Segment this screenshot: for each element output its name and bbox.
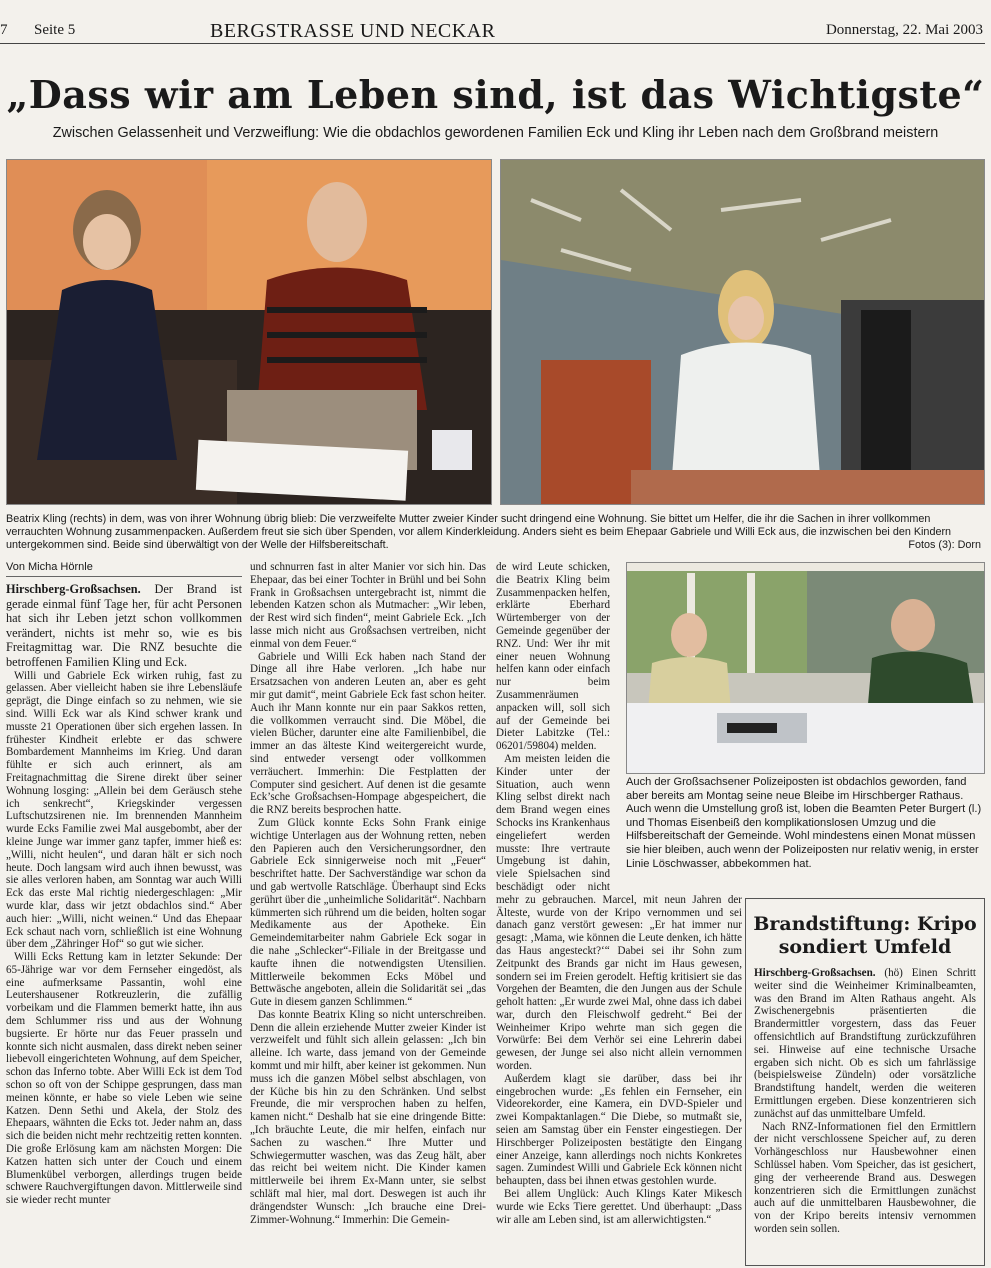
sidebar-paragraph: Einen Schritt weiter sind die Weinheimer Kriminalbeamten, was den Brand im Alten Rathaus angeht. Als Zwischenergebnis präsentierten die Brandermittler vorgestern, dass das Feuer offensichtlich auf Brandstiftung zurückzuführen sei. Hinweise auf eine technische Ursache ergaben sich nicht. Ob es sich um fahrlässige (beispielsweise Zündeln) oder vorsätzliche Brandstiftung handelt, werden die weiteren Ermittlungen ergeben. Diese konzentrieren sich zunächst auf das unmittelbare Umfeld.: [754, 967, 976, 1120]
photo-beatrix-kling: [500, 159, 985, 505]
caption-main: Beatrix Kling (rechts) in dem, was von ihrer Wohnung übrig blieb: Die verzweifelte Mutter zweier Kinder sucht dringend eine Wohnung. Sie bittet um Helfer, die ihr die Sachen in ihrer vollkommen verrauchten Wohnung zusammenpacken. Außerdem freut sie sich über Spenden, vor allem Kinderkleidung. Anders sieht es beim Ehepaar Gabriele und Willi Eck aus, die inzwischen bei den Kindern untergekommen sind. Beide sind überwältigt von der Welle der Hilfsbereitschaft.: [6, 513, 952, 551]
photo-police-post: [626, 562, 985, 774]
page-fragment: 7: [0, 22, 8, 38]
article-column-1: [6, 582, 242, 1264]
sidebar-box: [745, 898, 985, 1266]
headline: „Dass wir am Leben sind, ist das Wichtigste“: [6, 72, 985, 117]
paragraph: Am meisten leiden die Kinder unter der Situation, auch wenn Kling selbst direkt nach dem Brand wegen eines Schocks ins Krankenhaus eingeliefert werden musste: Ihre vertraute Umgebung ist dahin, viele Spielsachen sind beschädigt oder nicht mehr zu gebrauchen. Marcel, mit neun Jahren der Älteste, wurde von der Kripo vernommen und sei danach ganz verstört gewesen: „Er hat immer nur gesagt: ‚Mama, wie können die Leute denken, ich hätte das Haus angesteckt?‘“ Dabei sei ihr Sohn zum Zeitpunkt des Brands gar nicht im Haus gewesen, sondern sei im Freien gerodelt. Heftig kritisiert sie das Vorgehen der Beamten, die den Jungen aus der Schule geholt hatten: „Er wurde zwei Mal, ohne dass ich dabei war, durch den Fleischwolf gedreht.“ Bei der Weinheimer Kripo wehrte man sich gegen die Vorwürfe: Bei dem Verhör sei eine Lehrerin dabei gewesen, der Junge sei also nicht allein vernommen worden.: [496, 752, 742, 1073]
sidebar-title: Brandstiftung: Kripo sondiert Umfeld: [753, 913, 977, 958]
byline-rule: [6, 576, 242, 577]
photo-credit: Fotos (3): Dorn: [908, 539, 981, 551]
sidebar-paragraph: Nach RNZ-Informationen fiel den Ermittlern der nicht verschlossene Speicher auf, zu deren Vorhängeschloss nur Hausbewohner einen Schlüssel haben. Vom Speicher, das ist gesichert, ging der verheerende Brand aus. Deswegen konzentrieren sich die Ermittlungen zunächst auch auf die unmittelbaren Hausbewohner, die von der Kripo bereits intensiv vernommen worden sein sollen.: [754, 1120, 976, 1235]
dateline: Hirschberg-Großsachsen.: [6, 582, 141, 596]
header-rule: [0, 43, 985, 44]
section-title: BERGSTRASSE UND NECKAR: [210, 20, 496, 42]
sidebar-tag: (hö): [884, 967, 903, 979]
paragraph: Gabriele und Willi Eck haben nach Stand der Dinge all ihre Habe verloren. „Ich habe nur Ersatzsachen von anderen Leuten an, aber es geht mir gut damit“, meint Gabriele Eck fast schon heiter. Auch ihr Mann konnte nur ein paar Sakkos retten, die vollkommen verraucht sind. Die Möbel, die vielen Bücher, darunter eine alte Familienbibel, die immer an das älteste Kind weitergereicht wurde, sind entweder versengt oder vollkommen verräuchert. Immerhin: Die Festplatten der Computer sind gesichert. Auf denen ist die gesamte Eck’sche Großsachsen-Hompage abgespeichert, die die RNZ bereits besprochen hatte.: [250, 650, 486, 817]
caption-police: Auch der Großsachsener Polizeiposten ist obdachlos geworden, fand aber bereits am Montag seine neue Bleibe im Hirschberger Rathaus. Auch wenn die Umstellung groß ist, loben die Beamten Peter Burgert (l.) und Thomas Eisenbeiß den komplikationslosen Umzug und die Hilfsbereitschaft der Gemeinde. Wohl mindestens einen Monat müssen sie hier bleiben, auch wenn der Polizeiposten nur relativ wenig, in erster Linie Löschwasser, abbekommen hat.: [626, 776, 982, 870]
paragraph: Bei allem Unglück: Auch Klings Kater Mikesch wurde wie Ecks Tiere gerettet. Und überhaupt: „Dass wir alle am Leben sind, ist am allerwichtigsten.“: [496, 1188, 742, 1226]
photo-eck-couple: [6, 159, 492, 505]
date-line: Donnerstag, 22. Mai 2003: [825, 22, 983, 38]
subheadline: Zwischen Gelassenheit und Verzweiflung: Wie die obdachlos gewordenen Familien Eck und Kling ihr Leben nach dem Großbrand meistern: [52, 125, 939, 141]
sidebar-text: [746, 967, 984, 1267]
sidebar-dateline: Hirschberg-Großsachsen.: [754, 967, 876, 979]
paragraph: Zum Glück konnte Ecks Sohn Frank einige wichtige Unterlagen aus der Wohnung retten, neben den Papieren auch den Versicherungsordner, den Gabriele Eck sinnigerweise noch mit „Feuer“ beschriftet hatte. Der Sachverständige war schon da und gab wertvolle Ratschläge. Überhaupt sind Ecks gerührt über die „unheimliche Solidarität“. Nachbarn kümmerten sich rührend um die beiden, holten sogar Medikamente aus der Apotheke. Ein Gemeindemitarbeiter nahm Gabriele Eck sogar in die nahe „Schlecker“-Filiale in der Breitgasse und kaufte ihnen die notwendigsten Utensilien. Mittlerweile bekommen Ecks Möbel und Bettwäsche angeboten, allein die Solidarität sei „das Gute in diesem ganzen Schlimmen.“: [250, 816, 486, 1009]
author-byline: Von Micha Hörnle: [6, 561, 93, 573]
paragraph: Außerdem klagt sie darüber, dass bei ihr eingebrochen wurde: „Es fehlen ein Fernseher, ein Videorekorder, eine Kamera, ein DVD-Spieler und zwei Kompaktanlagen.“ Die Diebe, so mutmaßt sie, seien am Samstag über ein Fenster eingestiegen. Der Hirschberger Polizeiposten bestätigte den Eingang einer Anzeige, kann allerdings noch nichts Konkretes sagen. Zumindest Willi und Gabriele Eck können nicht behaupten, dass bei ihnen etwas gestohlen wurde.: [496, 1072, 742, 1188]
paragraph: und schnurren fast in alter Manier vor sich hin. Das Ehepaar, das bei einer Tochter in Brühl und bei Sohn Frank in Großsachsen untergebracht ist, nimmt die lebenden Katzen schon als Mutmacher: „Wir leben, der Rest wird sich finden“, meint Gabriele Eck. „Ich lasse mich nicht aus Großsachsen vertreiben, nicht einmal von dem Feuer.“: [250, 561, 486, 650]
lead-paragraph: Der Brand ist gerade einmal fünf Tage her, für acht Personen hat sich ihr Leben jetzt schon vollkommen verändert, nichts ist mehr so, wie es bis Freitagmittag war. Die RNZ besuchte die betroffenen Familien Kling und Eck.: [6, 582, 242, 669]
paragraph: Das konnte Beatrix Kling so nicht unterschreiben. Denn die allein erziehende Mutter zweier Kinder ist verzweifelt und fühlt sich allein gelassen: „Ich bin alleine. Ich warte, dass jemand von der Gemeinde kommt und mir hilft, aber keiner ist gekommen. Nun muss ich die ganzen Möbel selbst abschlagen, von der Küche bis hin zu den Schränken. Und selbst Freunde, die mir versprochen haben zu helfen, kamen nicht.“ Deshalb hat sie eine dringende Bitte: „Ich bräuchte Leute, die mir helfen, einfach nur Sachen zu waschen.“ Ihre Mutter und Schwiegermutter waschen, was das Zeug hält, aber das reicht bei weitem nicht. Die Kinder kamen mittlerweile bei ihrem Ex-Mann unter, sie selbst schläft mal hier, mal dort. Deswegen ist auch ihr drängendster Wunsch: „Ich brauche eine Drei-Zimmer-Wohnung.“ Immerhin: Die Gemein-: [250, 1008, 486, 1226]
paragraph: Willi und Gabriele Eck wirken ruhig, fast zu gelassen. Aber vielleicht haben sie ihre Lebensläufe geprägt, die Dinge einfach so zu nehmen, wie sie sind. Willi Eck war als Kind schwer krank und musste 21 Operationen über sich ergehen lassen. In frühester Kindheit erlebte er das schwere Bombardement Mannheims im Krieg. Und daran fühlte er sich auch erinnert, als am Freitagnachmittag die Sirene direkt über seiner Wohnung losging: „Allein bei dem Geräusch stehe ich senkrecht“, Kriegskinder vergessen Luftschutzsirenen nie. Im brennenden Mannheim wurde Ecks Familie zwei Mal ausgebombt, aber der kleine Junge war immer ganz tapfer, immer hieß es: „Willi, nicht heulen“, und daran hält er sich noch heute. Doch langsam wird auch ihnen bewusst, was sie alles verloren haben, am Sonntag war auch Willi Eck das erste Mal richtig niedergeschlagen: „Mir wurde klar, dass wir jetzt obdachlos sind.“ Aber auch hier: „Willi, nicht weinen.“ Und das Ehepaar Eck schaut nach vorn, schließlich ist eine Wohnung über dem „Zähringer Hof“ so gut wie sicher.: [6, 669, 242, 951]
article-column-2: [250, 561, 486, 1264]
page-label: Seite 5: [34, 22, 76, 38]
paragraph: Willi Ecks Rettung kam in letzter Sekunde: Der 65-Jährige war vor dem Fernseher eingedöst, als eine aufmerksame Passantin, wohl eine Leutershausener Rotkreuzlerin, die zufällig vorbeikam und die Flammen bemerkt hatte, ihn aus dem Schlummer riss und aus der Wohnung bugsierte. Er hörte nur das Feuer prasseln und konnte sich nicht ausmalen, dass direkt neben seiner liebevoll eingerichteten Wohnung, auf dem Speicher, schon das Inferno tobte. Aber Willi Eck ist dem Tod schon so oft von der Schippe gesprungen, dass man meinen könnte, er habe so viele Leben wie seine Katzen. Denn Sethi und Akela, der Stolz des Ehepaars, wähnten die Ecks tot. Jeder nahm an, dass sich die beiden nicht mehr rechtzeitig retten konnten. Die große Erlösung kam am nächsten Morgen: Die Katzen hatten sich unter der Couch und einem Blumenkübel verborgen, allerdings trugen beide schwere Rauchvergiftungen davon. Mittlerweile sind sie wieder recht munter: [6, 951, 242, 1207]
paragraph: de wird Leute schicken, die Beatrix Kling beim Zusammenpacken helfen, erklärte Eberhard Würtemberger von der Gemeinde gegenüber der RNZ. Und: Wer ihr mit einer neuen Wohnung helfen kann oder einfach nur beim Zusammenräumen anpacken will, soll sich auf der Gemeinde bei Dieter Labitzke (Tel.: 06201/59804) melden.: [496, 561, 610, 753]
